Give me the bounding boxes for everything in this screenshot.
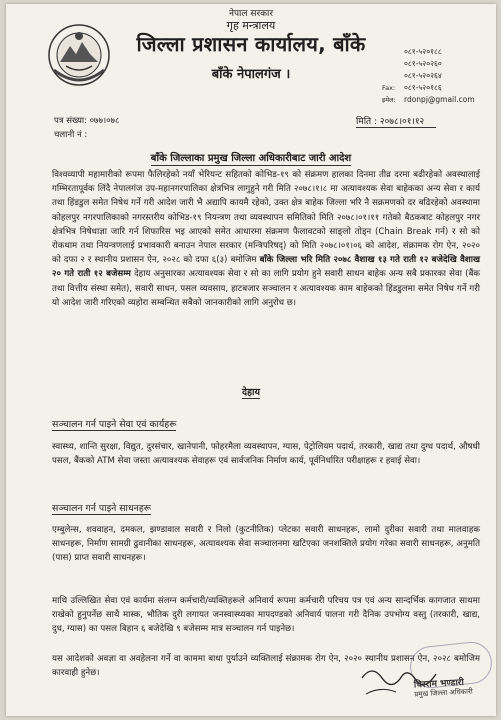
penalty-paragraph: यस आदेशको अवज्ञा वा अवहेलना गर्ने वा काममा बाधा पुर्याउने व्यक्तिलाई संक्रामक रोग ऐन, २०२० स्थानीय प्रशासन ऐन, २०२८ बमोजिम कारवाही हुनेछ। — [52, 654, 480, 679]
lockdown-period: बाँके जिल्ला भरि मिति २०७८ वैशाख १३ गते राती १२ बजेदेखि वैशाख २० गते राती १२ बजेसम्म — [52, 255, 480, 280]
email-address: rdonpj@gmail.com — [404, 95, 475, 104]
office-location: बाँके नेपालगंज । — [211, 67, 291, 82]
order-paragraph: विश्वव्यापी महामारीको रूपमा फैलिरहेको नयाँ भेरियन्ट सहितको कोभिड-१९ को संक्रमण हालका दिनमा तीव्र दरमा बढीरहेको अवस्थालाई गम्भिरतापूर्वक लिंदै नेपालगंज उप-महानगरपालिका क्षेत्रभित्र लागुहुने गरी मिति २०७८।१।८ मा अत्यावश्यक सेवा बाहेकका अन्य सेवा र कार्य तथा हिंडडुल समेत निषेध गर्ने गरी आदेश जारी भै अद्यापि कायमै रहेको, उक्त क्षेत्र बाहेक जिल्ला भरि नै सक्रमणको दर बढिरहेको अवस्थामा कोहलपुर नगरपालिकाको नगरस्तरीय कोभिड-१९ नियन्त्रण तथा व्यवस्थापन समितिको मिति २०७८।०१।११ गतेको बैठकबाट कोहलपुर नगर क्षेत्रभित्र निषेधाज्ञा जारि गर्न शिफारिस भइ आएको समेत आधारमा संक्रमण फैलावटको साङ्लो तोड्न (Chain Break गर्न) र सो को रोकथाम तथा नियन्त्रणलाई प्रभावकारी बनाउन नेपाल सरकार (मन्त्रिपरिषद्) को मिति २०७८।०१।०६ को आदेश, संक्रामक रोग ऐन, २०२० को दफा २ र स्थानीय प्रशासन ऐन, २०२८ को दफा ६(३) बमोजिम बाँके जिल्ला भरि मिति २०७८ वैशाख १३ गते राती १२ बजेदेखि वैशाख २० गते राती १२ बजेसम्म देहाय अनुसारका अत्यावश्यक सेवा र सो का लागि प्रयोग हुने सवारी साधन बाहेक अन्य सबै प्रकारका सेवा (बैंक तथा वित्तीय संस्था समेत), सवारी साधन, पसल व्यवसाय, हाटबजार सञ्चालन र अत्यावश्यक काम बाहेकको हिंडडुलमा समेत निषेध गर्ने गरी यो आदेश जारी गरिएको व्यहोरा सम्बन्धित सबैको जानकारीको लागि अनुरोध छ। — [52, 170, 480, 308]
signatory-title: प्रमुख जिल्ला अधिकारी — [414, 687, 473, 699]
signatory-name: चिरराम भण्डारी — [413, 677, 465, 691]
ministry-label: गृह मन्त्रालय — [226, 19, 276, 32]
date-field — [356, 114, 436, 128]
contact-block — [382, 46, 475, 106]
signatory — [413, 674, 472, 699]
office-title: जिल्ला प्रशासन कार्यालय, बाँके — [136, 32, 366, 56]
reference-block — [54, 114, 119, 142]
email-label: इमेल: — [382, 96, 396, 104]
phone-number: ०८१-५२०२६० — [404, 59, 442, 68]
phone-number: ०८१-५२०१८८ — [404, 47, 442, 56]
order-document — [6, 4, 496, 716]
document-title: बाँके जिल्लाका प्रमुख जिल्ला अधिकारीबाट जारी आदेश — [150, 153, 352, 164]
permitted-services-heading: सञ्चालन गर्न पाइने सेवा एवं कार्यहरू — [52, 419, 177, 430]
letter-number: पत्र संख्या: ०७७।०७८ — [54, 116, 120, 126]
fax-label: Fax: — [382, 84, 396, 92]
conditions-paragraph: माथि उल्लिखित सेवा एवं कार्यमा संलग्न कर्मचारी/व्यक्तिहरूले अनिवार्य रूपमा कर्मचारी परिचय पत्र एवं अन्य सान्दर्भिक कागजात साथमा राखेको हुनुपर्नेछ साथै मास्क, भौतिक दुरी लगायत जनस्वास्थ्यका मापदण्डको अनिवार्य पालना गरी दैनिक उपभोग्य वस्तु (तरकारी, खाद्य, दुध, ग्यास) का पसल बिहान ६ बजेदेखि ९ बजेसम्म मात्र सञ्चालन गर्न पाइनेछ। — [52, 596, 480, 635]
gov-label: नेपाल सरकार — [228, 9, 274, 19]
permitted-vehicles-text: एम्बुलेन्स, शववाहन, दमकल, झण्डावाल सवारी र निलो (कुटनीतिक) प्लेटका सवारी साधनहरू, लामो दुरीका सवारी तथा मालवाहक साधनहरू, निर्माण सामग्री ढुवानीका साधनहरू, अत्यावश्यक सेवा सञ्चालनमा खटिएका जनशक्तिले प्रयोग गरेका सवारी साधनहरू, अनुमति (पास) प्राप्त सवारी साधनहरू। — [52, 525, 480, 564]
phone-number: ०८१-५२०२६४ — [404, 71, 442, 80]
annex-heading: देहाय — [241, 387, 261, 398]
permitted-services-text: स्वास्थ्य, शान्ति सुरक्षा, विद्युत, दुरसंचार, खानेपानी, फोहरमैला व्यवस्थापन, ग्यास, पेट्रोलियम पदार्थ, तरकारी, खाद्य तथा दुग्ध पदार्थ, औषधी पसल, बैंकको ATM सेवा जस्ता अत्यावश्यक सेवाहरू एवं सार्वजनिक निर्माण कार्य, पूर्वनिर्धारित परीक्षाहरू र हवाई सेवा। — [52, 442, 480, 467]
dispatch-number: चलानी नं : — [54, 130, 88, 140]
fax-number: ०८१-५२०१८६ — [404, 83, 442, 92]
date-value: मिति : २०७८।०१।१२ — [356, 114, 436, 128]
permitted-vehicles-heading: सञ्चालन गर्न पाइने साधनहरू — [52, 503, 151, 514]
